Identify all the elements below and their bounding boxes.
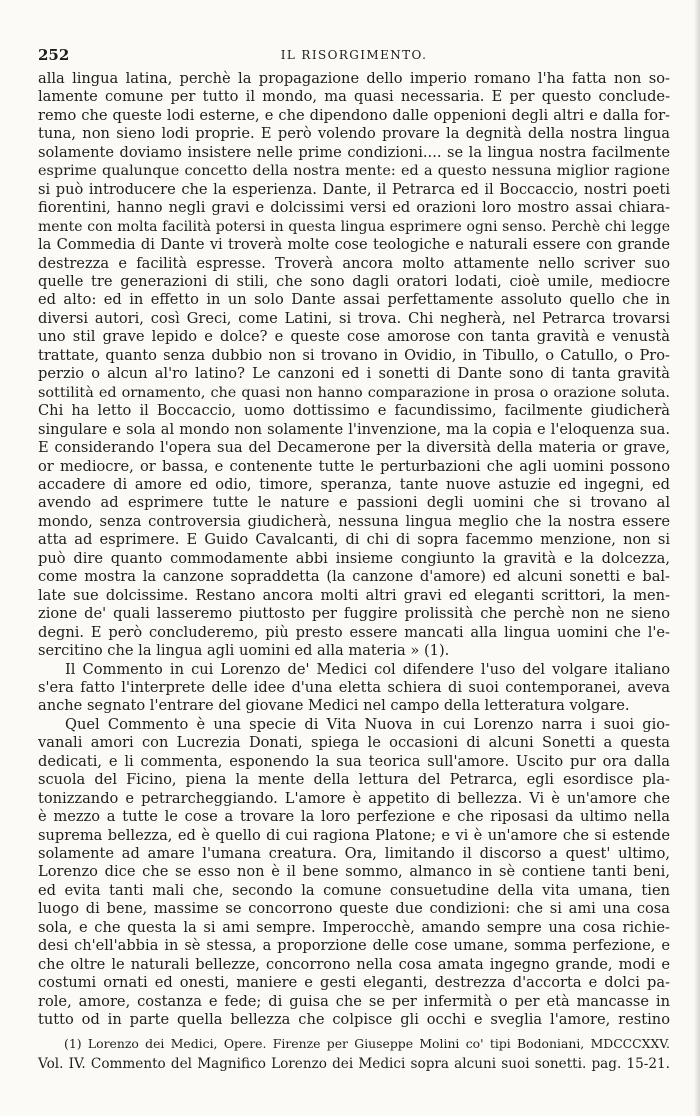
paragraph-start-line: Il Commento in cui Lorenzo de' Medici col difendere l'uso del volgare italiano — [65, 660, 670, 678]
text-line: Chi ha letto il Boccaccio, uomo dottissimo e facundissimo, facilmente giudicherà — [38, 402, 670, 420]
text-line: atta ad esprimere. E Guido Cavalcanti, di chi di sopra facemmo menzione, non si — [38, 531, 670, 549]
text-line: alla lingua latina, perchè la propagazione dello imperio romano l'ha fatta non so- — [38, 70, 670, 87]
paragraph-end-line: anche segnato l'entrare del giovane Medici nel campo della letteratura volgare. — [38, 697, 630, 715]
text-line: dedicati, e li commenta, esponendo la sua teorica sull'amore. Uscito pur ora dalla — [38, 752, 670, 770]
text-line: sottilità ed ornamento, che quasi non hanno comparazione in prosa o orazione soluta. — [38, 384, 670, 401]
text-line: che oltre le naturali bellezze, concorrono nella cosa amata ingegno grande, modi e — [38, 955, 670, 973]
text-line: scuola del Ficino, piena la mente della lettura del Petrarca, egli esordisce pla- — [38, 771, 670, 789]
text-line: s'era fatto l'interprete delle idee d'una eletta schiera di suoi contemporanei, aveva — [38, 678, 670, 696]
text-line: è mezzo a tutte le cose a trovare la loro perfezione e che riposasi da ultimo nella — [38, 808, 670, 826]
text-line: perzio o alcun al'ro latino? Le canzoni ed i sonetti di Dante sono di tanta gravità — [38, 365, 670, 383]
footnote — [38, 1034, 670, 1074]
text-line: quelle tre generazioni di stili, che sono dagli oratori lodati, cioè umile, mediocre — [38, 272, 670, 290]
text-line: esprime qualunque concetto della nostra mente: ed a questo nessuna miglior ragione — [38, 163, 670, 180]
text-line: Lorenzo dice che se esso non è il bene sommo, almanco in sè contiene tanti beni, — [38, 863, 670, 881]
text-line: mondo, senza controversia giudicherà, nessuna lingua meglio che la nostra essere — [38, 512, 670, 530]
text-line: uno stil grave lepido e dolce? e queste cose amorose con tanta gravità e venustà — [38, 328, 670, 346]
footnote-line: Vol. IV. Commento del Magnifico Lorenzo dei Medici sopra alcuni suoi sonetti. pag. 15-21. — [38, 1056, 670, 1072]
text-line: può dire quanto commodamente abbi insieme congiunto la gravità e la dolcezza, — [38, 549, 670, 567]
text-line: ed alto: ed in effetto in un solo Dante assai perfettamente assoluto quello che in — [38, 291, 670, 309]
text-line: zione de' quali lasseremo piuttosto per fuggire prolissità che perchè non ne sieno — [38, 605, 670, 623]
text-line: avendo ad esprimere tutte le nature e passioni degli uomini che si trovano al — [38, 494, 670, 512]
body-text — [38, 70, 670, 1030]
text-line: vanali amori con Lucrezia Donati, spiega le occasioni di alcuni Sonetti a questa — [38, 734, 670, 752]
text-line: tonizzando e petrarcheggiando. L'amore è appetito di bellezza. Vi è un'amore che — [38, 789, 670, 807]
text-line: solamente doviamo insistere nelle prime condizioni.... se la lingua nostra facilmente — [38, 143, 670, 161]
text-line: remo che queste lodi esterne, e che dipendono dalle oppenioni degli altri e dalla for- — [38, 106, 670, 124]
text-line: solamente ad amare l'umana creatura. Ora, limitando il discorso a quest' ultimo, — [38, 845, 670, 863]
text-line: or mediocre, or bassa, e contenente tutte le perturbazioni che agli uomini possono — [38, 457, 670, 475]
page-edge-shadow — [694, 0, 700, 1116]
text-line: tuna, non sieno lodi proprie. E però volendo provare la degnità della nostra lingua — [38, 125, 670, 143]
page-number: 252 — [38, 46, 70, 64]
text-line: ed evita tanti mali che, secondo la comune consuetudine della vita umana, tien — [38, 881, 670, 899]
text-line: late sue dolcissime. Restano ancora molti altri gravi ed eleganti scrittori, la men- — [38, 586, 670, 604]
footnote-line: (1) Lorenzo dei Medici, Opere. Firenze per Giuseppe Molini co' tipi Bodoniani, MDCCCXXV. — [64, 1036, 670, 1051]
text-line: come mostra la canzone sopraddetta (la canzone d'amore) ed alcuni sonetti e bal- — [38, 568, 670, 586]
paragraph-end-line: sercitino che la lingua agli uomini ed alla materia » (1). — [38, 642, 450, 660]
text-line: costumi ornati ed onesti, maniere e gesti eleganti, destrezza d'accorta e dolci pa- — [38, 974, 670, 992]
text-line: luogo di bene, massime se concorrono queste due condizioni: che si ami una cosa — [38, 900, 670, 918]
text-line: fiorentini, hanno negli gravi e dolcissimi versi ed orazioni loro mostro assai chiara- — [38, 199, 670, 217]
running-title: IL RISORGIMENTO. — [280, 48, 428, 62]
text-line: suprema bellezza, ed è quello di cui ragiona Platone; e vi è un'amore che si estende — [38, 826, 670, 844]
text-line: E considerando l'opera sua del Decamerone per la diversità della materia or grave, — [38, 439, 670, 457]
paragraph-start-line: Quel Commento è una specie di Vita Nuova in cui Lorenzo narra i suoi gio- — [65, 715, 670, 733]
text-line: si può introducere che la esperienza. Dante, il Petrarca ed il Boccaccio, nostri poeti — [38, 180, 670, 198]
text-line: la Commedia di Dante vi troverà molte cose teologiche e naturali essere con grande — [38, 236, 670, 254]
page-header — [38, 46, 670, 66]
text-line: desi ch'ell'abbia in sè stessa, a proporzione delle cose umane, somma perfezione, e — [38, 937, 670, 955]
text-line: degni. E però concluderemo, più presto essere mancati alla lingua uomini che l'e- — [38, 623, 670, 641]
text-line: role, amore, costanza e fede; di guisa che se per infermità o per età mancasse in — [38, 992, 670, 1010]
text-line: lamente comune per tutto il mondo, ma quasi necessaria. E per questo conclude- — [38, 88, 670, 106]
text-line: accadere di amore ed odio, timore, speranza, tante nuove astuzie ed ingegni, ed — [38, 475, 670, 493]
text-line: trattate, quanto senza dubbio non si trovano in Ovidio, in Tibullo, o Catullo, o Pro- — [38, 346, 670, 364]
text-line: diversi autori, così Greci, come Latini, si trova. Chi negherà, nel Petrarca trovarsi — [38, 309, 670, 327]
text-line: singulare e sola al mondo non solamente l'invenzione, ma la copia e l'eloquenza sua. — [38, 420, 670, 438]
text-line: destrezza e facilità espresse. Troverà ancora molto attamente nello scriver suo — [38, 254, 670, 272]
text-line: sola, e che questa la si ami sempre. Imperocchè, amando sempre una cosa richie- — [38, 918, 670, 936]
text-line: mente con molta facilità potersi in questa lingua esprimere ogni senso. Perchè chi legge — [38, 218, 670, 235]
text-line: tutto od in parte quella bellezza che colpisce gli occhi e sveglia l'amore, restino — [38, 1011, 670, 1029]
